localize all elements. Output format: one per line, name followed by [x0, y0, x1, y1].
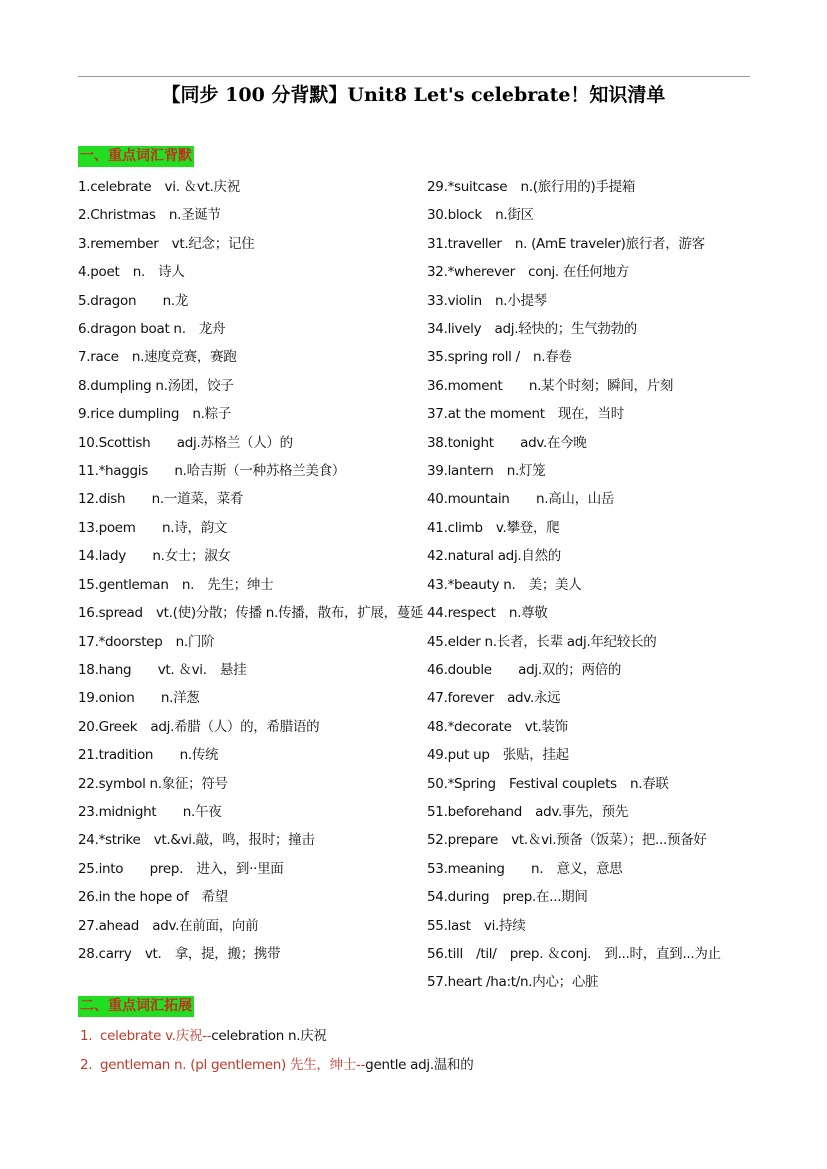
- vocab-item: 40.mountain n.高山，山岳: [427, 491, 615, 508]
- vocab-item: 43.*beauty n. 美；美人: [427, 576, 582, 593]
- vocab-item: 24.*strike vt.&vi.敲，鸣，报时；撞击: [78, 832, 315, 849]
- vocab-item: 1.celebrate vi. ＆vt.庆祝: [78, 179, 240, 195]
- vocab-item: 54.during prep.在...期间: [427, 889, 588, 906]
- vocab-item: 57.heart /ha:t/n.内心；心脏: [427, 974, 599, 991]
- section-heading-vocab: 一、重点词汇背默: [78, 146, 194, 167]
- vocab-item: 45.elder n.长者，长辈 adj.年纪较长的: [427, 633, 657, 650]
- vocab-item: 5.dragon n.龙: [78, 292, 189, 309]
- vocab-item: 38.tonight adv.在今晚: [427, 434, 587, 451]
- page-title: 【同步 100 分背默】Unit8 Let's celebrate！知识清单: [161, 84, 666, 106]
- vocab-list: [78, 173, 758, 993]
- vocab-item: 37.at the moment 现在，当时: [427, 406, 624, 423]
- vocab-item: 46.double adj.双的；两倍的: [427, 661, 622, 678]
- vocab-item: 23.midnight n.午夜: [78, 803, 222, 820]
- vocab-item: 12.dish n.一道菜，菜肴: [78, 491, 244, 508]
- vocab-item: 10.Scottish adj.苏格兰（人）的: [78, 434, 293, 451]
- vocab-item: 14.lady n.女士；淑女: [78, 548, 231, 565]
- vocab-item: 9.rice dumpling n.粽子: [78, 406, 232, 423]
- vocab-item: 35.spring roll / n.春卷: [427, 349, 572, 366]
- vocab-item: 39.lantern n.灯笼: [427, 463, 546, 480]
- vocab-item: 52.prepare vt.＆vi.预备（饭菜）；把...预备好: [427, 832, 707, 849]
- section-heading-extension: 二、重点词汇拓展: [78, 996, 194, 1017]
- vocab-item: 30.block n.街区: [427, 207, 534, 224]
- vocab-item: 21.tradition n.传统: [78, 747, 219, 764]
- extension-base-word: celebrate v.庆祝--: [100, 1028, 212, 1044]
- vocab-item: 2.Christmas n.圣诞节: [78, 207, 221, 224]
- vocab-item: 25.into prep. 进入，到··里面: [78, 860, 284, 877]
- extension-number: 1.: [80, 1028, 93, 1044]
- vocab-item: 32.*wherever conj. 在任何地方: [427, 264, 629, 281]
- vocab-item: 15.gentleman n. 先生；绅士: [78, 576, 274, 593]
- vocab-item: 18.hang vt. ＆vi. 悬挂: [78, 661, 247, 678]
- vocab-item: 55.last vi.持续: [427, 917, 526, 934]
- vocab-item: 13.poem n.诗，韵文: [78, 519, 228, 536]
- vocab-item: 11.*haggis n.哈吉斯（一种苏格兰美食）: [78, 463, 346, 480]
- vocab-item: 56.till /til/ prep. ＆conj. 到...时，直到...为止: [427, 945, 721, 962]
- extension-item: [80, 1022, 760, 1051]
- vocab-item: 7.race n.速度竞赛，赛跑: [78, 349, 237, 366]
- vocab-item: 29.*suitcase n.(旅行用的)手提箱: [427, 179, 636, 195]
- extension-list: [80, 1022, 760, 1080]
- vocab-item: 51.beforehand adv.事先，预先: [427, 803, 629, 820]
- vocab-item: 16.spread vt.(使)分散；传播 n.传播，散布，扩展，蔓延: [78, 605, 424, 622]
- vocab-item: 4.poet n. 诗人: [78, 264, 185, 281]
- extension-derived-word: celebration n.庆祝: [211, 1028, 327, 1044]
- vocab-item: 28.carry vt. 拿，提，搬；携带: [78, 945, 281, 962]
- vocab-item: 42.natural adj.自然的: [427, 548, 561, 565]
- vocab-item: 17.*doorstep n.门阶: [78, 633, 215, 650]
- top-rule: [78, 76, 750, 77]
- vocab-item: 8.dumpling n.汤团，饺子: [78, 377, 234, 394]
- vocab-item: 49.put up 张贴，挂起: [427, 747, 569, 764]
- vocab-item: 31.traveller n. (AmE traveler)旅行者，游客: [427, 235, 705, 252]
- vocab-item: 22.symbol n.象征；符号: [78, 775, 228, 792]
- vocab-item: 44.respect n.尊敬: [427, 605, 548, 622]
- extension-item: [80, 1051, 760, 1080]
- vocab-item: 26.in the hope of 希望: [78, 889, 229, 906]
- vocab-column-right: [427, 173, 762, 997]
- extension-base-word: gentleman n. (pl gentlemen) 先生，绅士--: [100, 1057, 366, 1073]
- vocab-item: 53.meaning n. 意义，意思: [427, 860, 623, 877]
- vocab-item: 33.violin n.小提琴: [427, 292, 547, 309]
- vocab-item: 47.forever adv.永远: [427, 690, 561, 707]
- extension-number: 2.: [80, 1057, 93, 1073]
- vocab-item: 6.dragon boat n. 龙舟: [78, 321, 226, 338]
- vocab-item: 41.climb v.攀登，爬: [427, 519, 560, 536]
- vocab-column-left: [78, 173, 423, 968]
- vocab-item: 48.*decorate vt.装饰: [427, 718, 568, 735]
- extension-derived-word: gentle adj.温和的: [365, 1057, 474, 1073]
- vocab-item: 3.remember vt.纪念；记住: [78, 235, 255, 252]
- vocab-item: 19.onion n.洋葱: [78, 690, 200, 707]
- vocab-item: 20.Greek adj.希腊（人）的，希腊语的: [78, 718, 320, 735]
- vocab-item: 50.*Spring Festival couplets n.春联: [427, 775, 669, 792]
- vocab-item: 34.lively adj.轻快的；生气勃勃的: [427, 321, 637, 338]
- vocab-item: 36.moment n.某个时刻；瞬间，片刻: [427, 377, 674, 394]
- vocab-item: 27.ahead adv.在前面，向前: [78, 917, 259, 934]
